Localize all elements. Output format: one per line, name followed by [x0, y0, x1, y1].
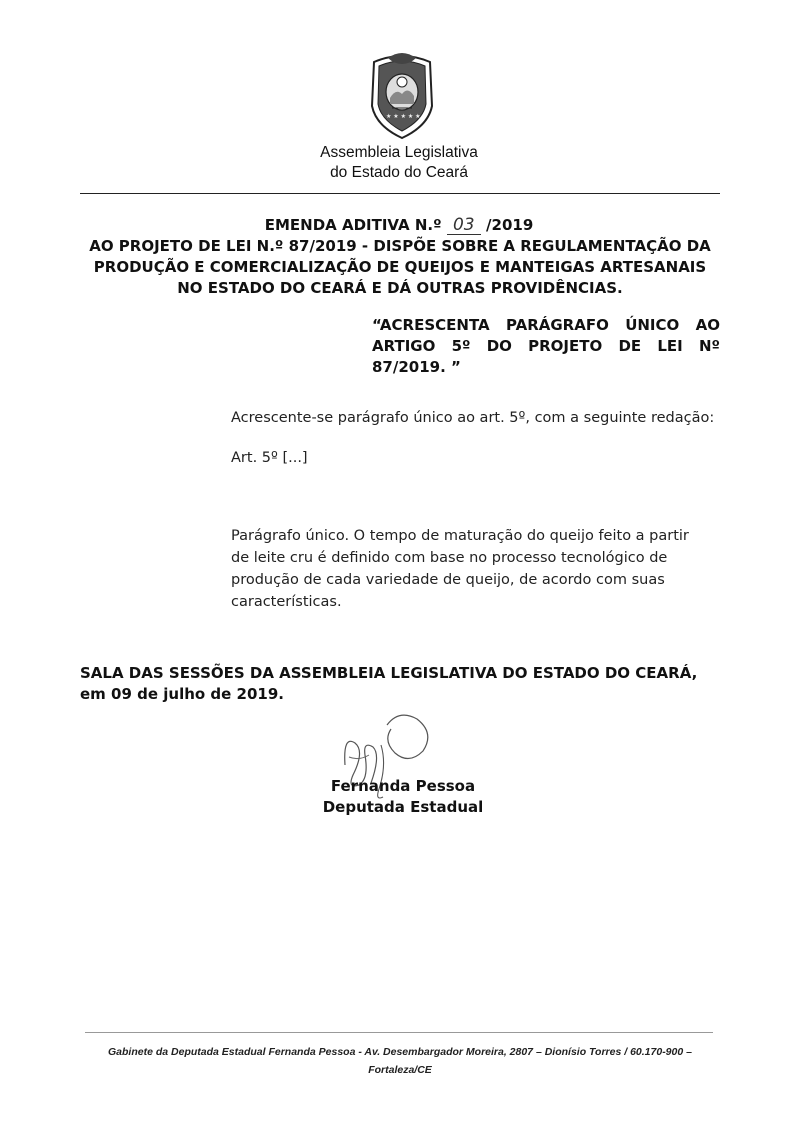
- sole-paragraph-text: Parágrafo único. O tempo de maturação do queijo feito a partir de leite cru é definido com base no processo tecnológico de produção de cada variedade de queijo, de acordo com suas características.: [231, 528, 689, 610]
- footer-divider: [85, 1032, 713, 1033]
- signer-block: [0, 776, 798, 818]
- coat-of-arms-icon: [366, 48, 438, 140]
- signer-role: Deputada Estadual: [322, 798, 484, 816]
- svg-text:★ ★ ★ ★ ★: ★ ★ ★ ★ ★: [386, 113, 421, 120]
- header-divider: [80, 193, 720, 194]
- amendment-number: 03: [447, 217, 481, 235]
- session-closing: SALA DAS SESSÕES DA ASSEMBLEIA LEGISLATIVA DO ESTADO DO CEARÁ, em 09 de julho de 2019.: [80, 664, 698, 703]
- title-suffix: /2019: [486, 216, 534, 234]
- instruction-paragraph: Acrescente-se parágrafo único ao art. 5º, com a seguinte redação:: [231, 410, 715, 426]
- org-line-1: Assembleia Legislativa: [320, 144, 478, 161]
- footer-line-1: Gabinete da Deputada Estadual Fernanda Pessoa - Av. Desembargador Moreira, 2807 – Dionísio Torres / 60.170-900 –: [108, 1046, 692, 1058]
- org-line-2: do Estado do Ceará: [330, 164, 468, 181]
- article-reference: Art. 5º [...]: [231, 450, 308, 466]
- title-prefix: EMENDA ADITIVA N.º: [264, 216, 442, 234]
- amendment-title: [0, 216, 798, 235]
- amendment-summary: “ACRESCENTA PARÁGRAFO ÚNICO AO ARTIGO 5º DO PROJETO DE LEI Nº 87/2019. ”: [372, 316, 720, 376]
- signer-name: Fernanda Pessoa: [330, 777, 476, 795]
- bill-description: AO PROJETO DE LEI N.º 87/2019 - DISPÕE SOBRE A REGULAMENTAÇÃO DA PRODUÇÃO E COMERCIALIZAÇÃO DE QUEIJOS E MANTEIGAS ARTESANAIS NO ESTADO DO CEARÁ E DÁ OUTRAS PROVIDÊNCIAS.: [89, 237, 711, 297]
- footer-address: [80, 1043, 720, 1079]
- footer-line-2: Fortaleza/CE: [368, 1064, 432, 1076]
- organization-name: [0, 143, 798, 183]
